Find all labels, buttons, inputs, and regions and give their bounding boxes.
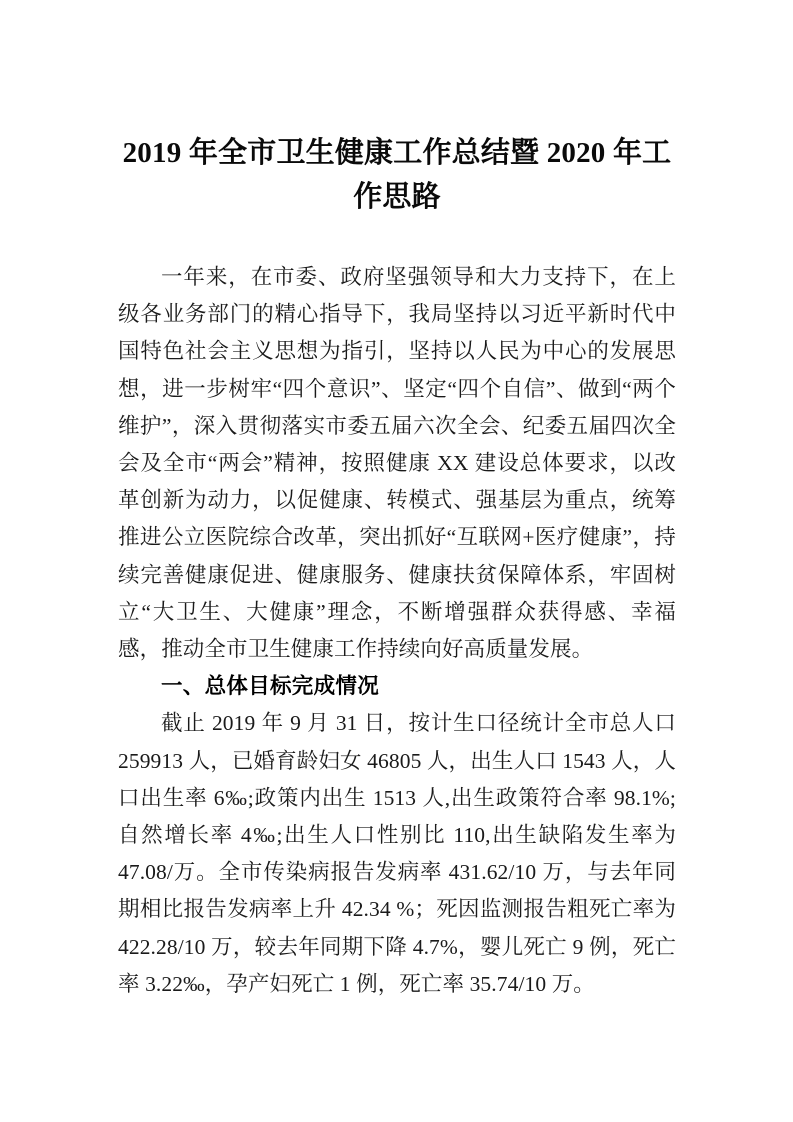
section-heading-overall-goals: 一、总体目标完成情况 [161,674,380,700]
document-content [118,0,676,1003]
page-title: 2019 年全市卫生健康工作总结暨 2020 年工作思路 [122,137,672,213]
paragraph-introduction: 一年来，在市委、政府坚强领导和大力支持下，在上级各业务部门的精心指导下，我局坚持以习近平新时代中国特色社会主义思想为指引，坚持以人民为中心的发展思想，进一步树牢“四个意识”、坚定“四个自信”、做到“两个维护”，深入贯彻落实市委五届六次全会、纪委五届四次全会及全市“两会”精神，按照健康 XX 建设总体要求，以改革创新为动力，以促健康、转模式、强基层为重点，统筹推进公立医院综合改革，突出抓好“互联网+医疗健康”，持续完善健康促进、健康服务、健康扶贫保障体系，牢固树立“大卫生、大健康”理念，不断增强群众获得感、幸福感，推动全市卫生健康工作持续向好高质量发展。 [118,265,676,662]
paragraph-statistics: 截止 2019 年 9 月 31 日，按计生口径统计全市总人口 259913 人，已婚育龄妇女 46805 人，出生人口 1543 人，人口出生率 6‰;政策内出生 1513 人,出生政策符合率 98.1%;自然增长率 4‰;出生人口性别比 110,出生缺陷发生率为 47.08/万。全市传染病报告发病率 431.62/10 万，与去年同期相比报告发病率上升 42.34 %；死因监测报告粗死亡率为 422.28/10 万，较去年同期下降 4.7%，婴儿死亡 9 例，死亡率 3.22‰，孕产妇死亡 1 例，死亡率 35.74/10 万。 [118,711,676,996]
